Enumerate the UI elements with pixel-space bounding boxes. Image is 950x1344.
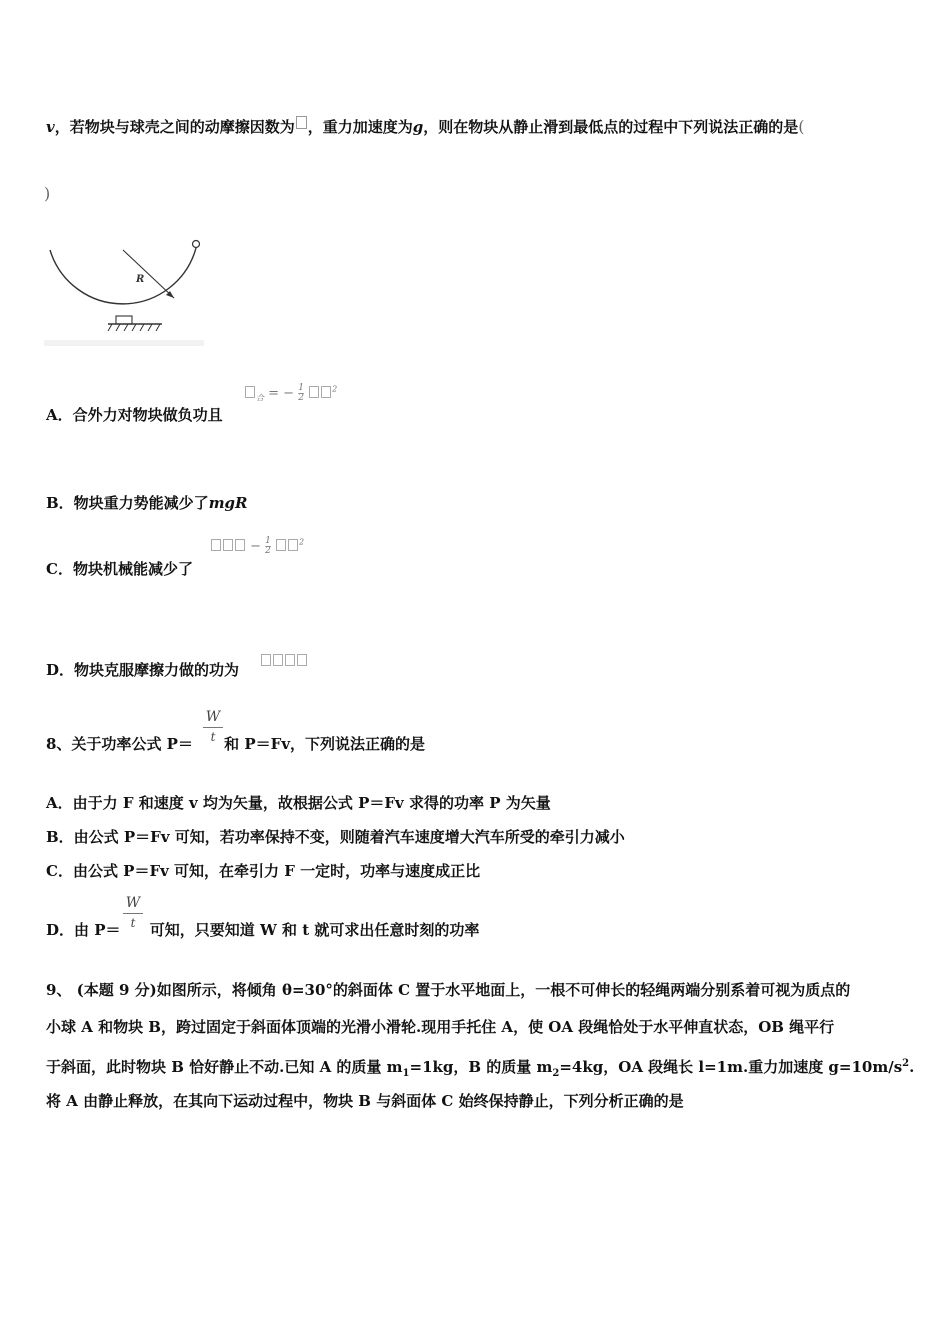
- q8-option-c: C．由公式 P＝Fv 可知，在牵引力 F 一定时，功率与速度成正比: [46, 862, 481, 880]
- formula-a: $_合$ = − $\frac{1}{2}$ $^2$: [244, 384, 337, 404]
- ground-hatch: [108, 324, 160, 331]
- q7-option-a: A．合外力对物块做负功且: [46, 406, 223, 424]
- radius-label: R: [136, 274, 145, 285]
- mu-symbol-icon: [296, 116, 307, 129]
- block-icon: [193, 241, 200, 248]
- q8-power-fraction: W t: [200, 709, 226, 744]
- q7-intro-text: ，若物块与球壳之间的动摩擦因数为: [54, 118, 295, 136]
- q7-paren-open: (: [798, 117, 805, 136]
- radius-line: [123, 250, 174, 298]
- q9-line-1: 9、 (本题 9 分)如图所示，将倾角 θ=30°的斜面体 C 置于水平地面上，一根不可伸长的轻绳两端分别系着可视为质点的: [46, 981, 851, 999]
- q8-stem: 8、关于功率公式 P＝ 和 P＝Fv，下列说法正确的是: [46, 735, 426, 753]
- q8-option-a: A．由于力 F 和速度 v 均为矢量，故根据公式 P＝Fv 求得的功率 P 为矢量: [46, 794, 551, 812]
- q9-line-4: 将 A 由静止释放，在其向下运动过程中，物块 B 与斜面体 C 始终保持静止，下列分析正确的是: [46, 1092, 684, 1110]
- spherical-shell-figure: [44, 236, 206, 346]
- q7-intro: [46, 116, 805, 137]
- q8-option-d: D．由 P＝ 可知，只要知道 W 和 t 就可求出任意时刻的功率: [46, 921, 480, 939]
- support-block: [116, 316, 132, 324]
- q7-option-c: C．物块机械能减少了: [46, 560, 193, 578]
- q7-intro-v: v: [46, 118, 55, 136]
- q9-line-3: 于斜面，此时物块 B 恰好静止不动.已知 A 的质量 $m_1=1kg$，B 的质量 $m_2=4kg$，OA 段绳长 l=1m.重力加速度 $g=10m/s^2$.: [46, 1058, 915, 1079]
- q7-option-d: D．物块克服摩擦力做的功为: [46, 661, 240, 679]
- q7-intro-mid: ，重力加速度为: [307, 118, 413, 136]
- q7-intro-end: ，则在物块从静止滑到最低点的过程中下列说法正确的是: [423, 118, 799, 136]
- q7-paren-close: ): [44, 184, 51, 203]
- formula-d: [260, 654, 308, 669]
- q7-intro-g: g: [412, 118, 424, 136]
- formula-c: − $\frac{1}{2}$ $^2$: [210, 537, 304, 556]
- q8-option-d-fraction: W t: [120, 895, 146, 930]
- q7-option-b: B．物块重力势能减少了mgR: [46, 494, 248, 512]
- shell-arc: [50, 248, 196, 304]
- q9-line-2: 小球 A 和物块 B，跨过固定于斜面体顶端的光滑小滑轮.现用手托住 A，使 OA 段绳恰处于水平伸直状态，OB 绳平行: [46, 1018, 835, 1036]
- q8-option-b: B．由公式 P＝Fv 可知，若功率保持不变，则随着汽车速度增大汽车所受的牵引力减小: [46, 828, 625, 846]
